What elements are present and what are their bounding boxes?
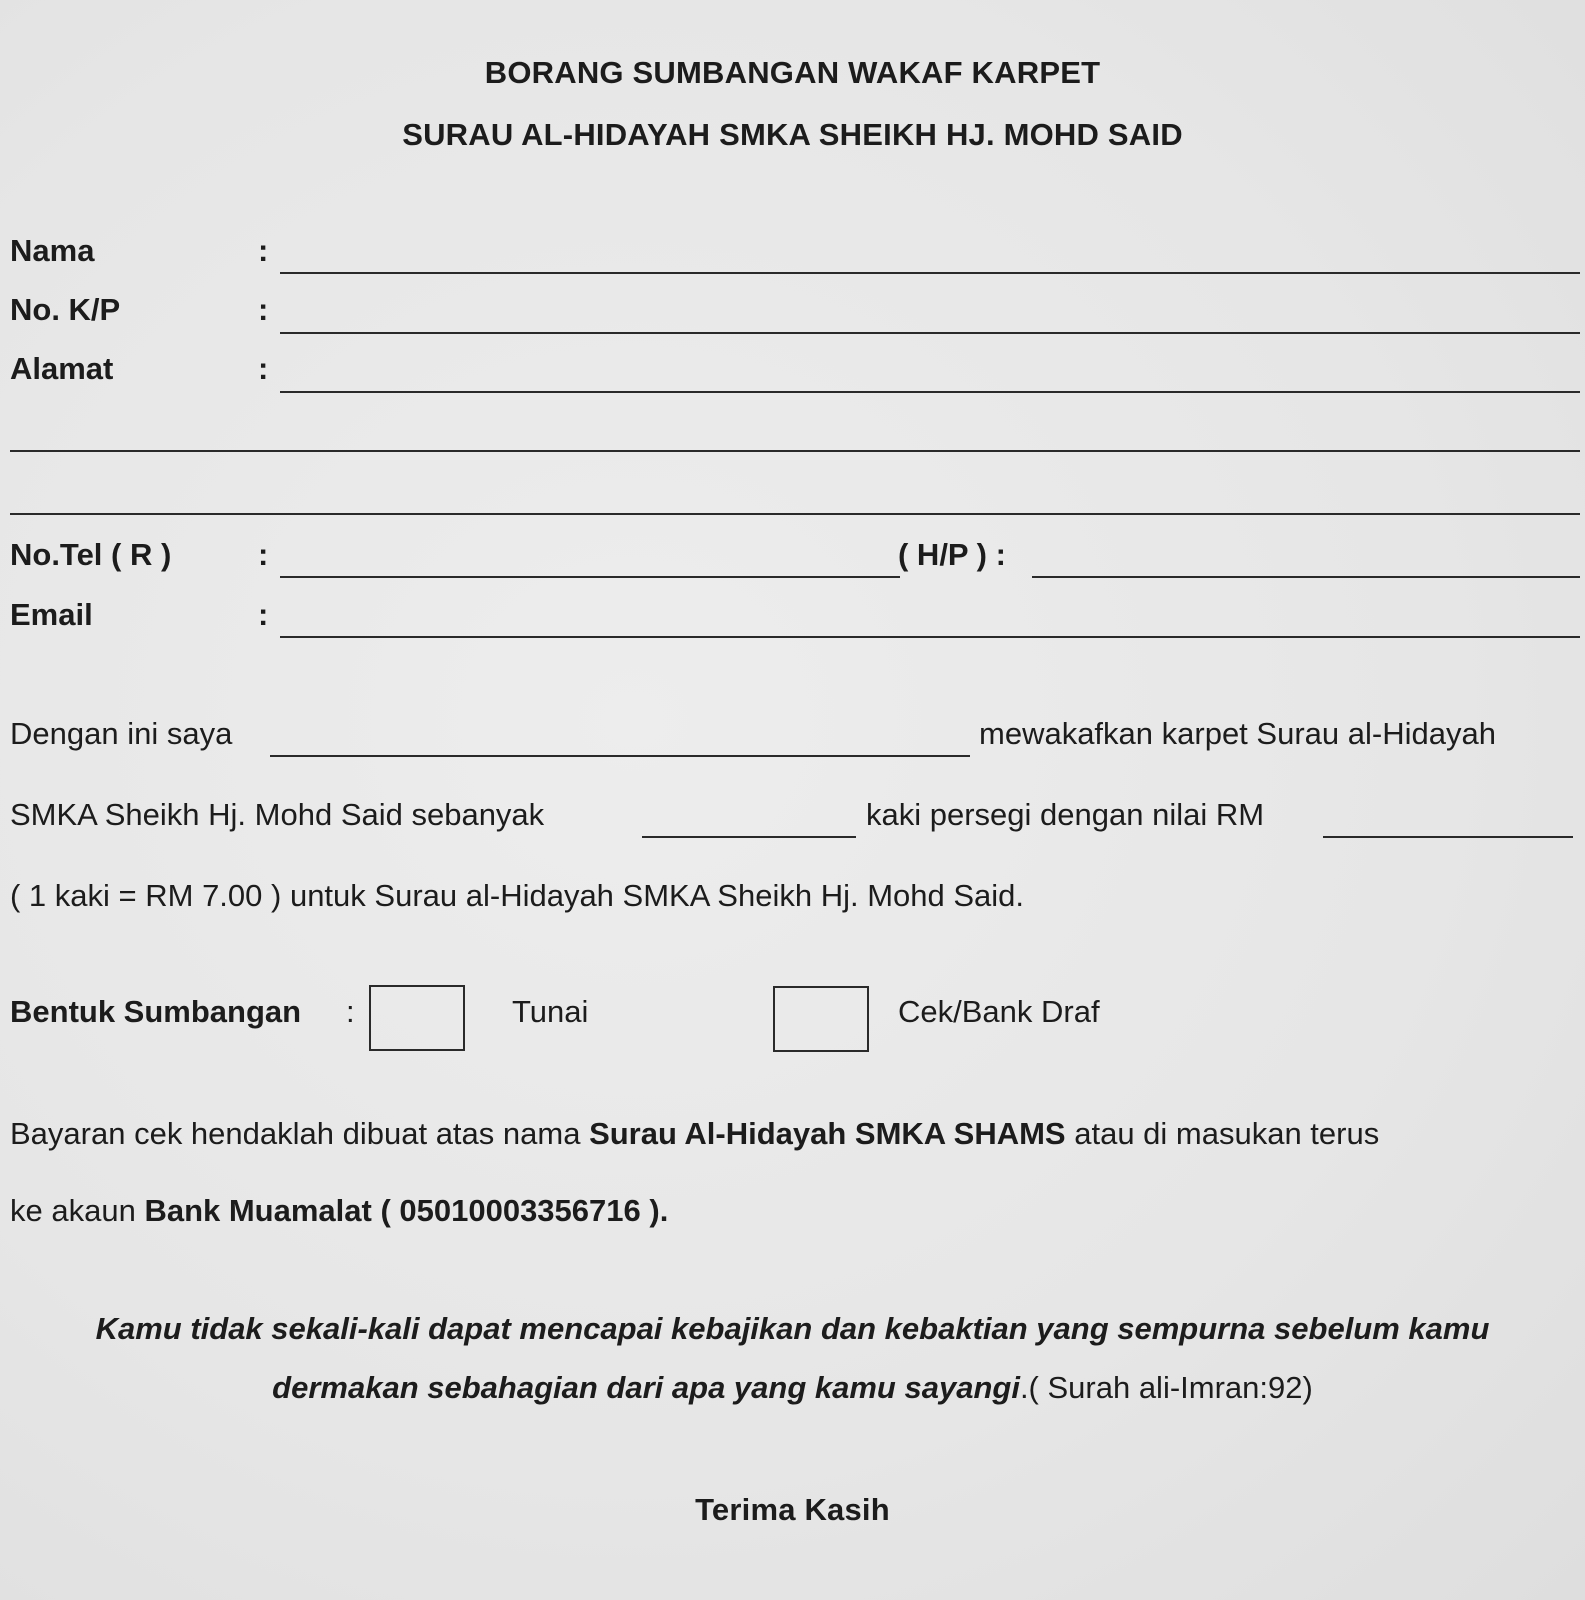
statement-line2-middle: kaki persegi dengan nilai RM — [866, 797, 1265, 832]
alamat-field-line-2[interactable] — [10, 450, 1580, 452]
alamat-colon: : — [258, 351, 269, 386]
kp-label: No. K/P — [10, 292, 121, 327]
alamat-field-line-3[interactable] — [10, 513, 1580, 515]
donor-name-field[interactable] — [270, 755, 970, 757]
square-feet-field[interactable] — [642, 836, 856, 838]
instructions-line2-prefix: ke akaun — [10, 1193, 145, 1228]
cheque-label: Cek/Bank Draf — [898, 994, 1100, 1029]
nama-label: Nama — [10, 233, 95, 268]
verse-line2-italic: dermakan sebahagian dari apa yang kamu sayangi — [272, 1370, 1020, 1405]
verse-line2 — [0, 1370, 1585, 1406]
kp-colon: : — [258, 292, 269, 327]
email-field[interactable] — [280, 636, 1580, 638]
tunai-checkbox[interactable] — [369, 985, 465, 1051]
tel-home-field[interactable] — [280, 576, 900, 578]
cheque-checkbox[interactable] — [773, 986, 869, 1052]
instructions-line1-suffix: atau di masukan terus — [1065, 1116, 1380, 1151]
hp-label: ( H/P ) : — [898, 537, 1006, 572]
tel-label: No.Tel ( R ) — [10, 537, 172, 572]
tel-colon: : — [258, 537, 269, 572]
verse-line1: Kamu tidak sekali-kali dapat mencapai kebajikan dan kebaktian yang sempurna sebelum kamu — [95, 1311, 1490, 1346]
thank-you: Terima Kasih — [695, 1492, 890, 1527]
verse-reference: .( Surah ali-Imran:92) — [1019, 1370, 1313, 1405]
payment-type-label: Bentuk Sumbangan — [10, 994, 302, 1029]
amount-rm-field[interactable] — [1323, 836, 1573, 838]
form-subtitle: SURAU AL-HIDAYAH SMKA SHEIKH HJ. MOHD SAID — [402, 117, 1183, 152]
statement-line1-prefix: Dengan ini saya — [10, 716, 233, 751]
nama-colon: : — [258, 233, 269, 268]
payee-name: Surau Al-Hidayah SMKA SHAMS — [589, 1116, 1066, 1151]
email-colon: : — [258, 597, 269, 632]
statement-line3: ( 1 kaki = RM 7.00 ) untuk Surau al-Hidayah SMKA Sheikh Hj. Mohd Said. — [10, 878, 1025, 913]
nama-field[interactable] — [280, 272, 1580, 274]
email-label: Email — [10, 597, 93, 632]
form-title: BORANG SUMBANGAN WAKAF KARPET — [484, 55, 1101, 90]
payment-type-colon: : — [346, 994, 355, 1029]
statement-line2-prefix: SMKA Sheikh Hj. Mohd Said sebanyak — [10, 797, 545, 832]
tunai-label: Tunai — [512, 994, 589, 1029]
instructions-line2 — [10, 1193, 668, 1229]
statement-line1-suffix: mewakafkan karpet Surau al-Hidayah — [979, 716, 1496, 751]
kp-field[interactable] — [280, 332, 1580, 334]
alamat-label: Alamat — [10, 351, 114, 386]
tel-hp-field[interactable] — [1032, 576, 1580, 578]
instructions-line1 — [10, 1116, 1379, 1152]
alamat-field-line-1[interactable] — [280, 391, 1580, 393]
instructions-line1-prefix: Bayaran cek hendaklah dibuat atas nama — [10, 1116, 590, 1151]
bank-account: Bank Muamalat ( 05010003356716 ). — [144, 1193, 669, 1228]
